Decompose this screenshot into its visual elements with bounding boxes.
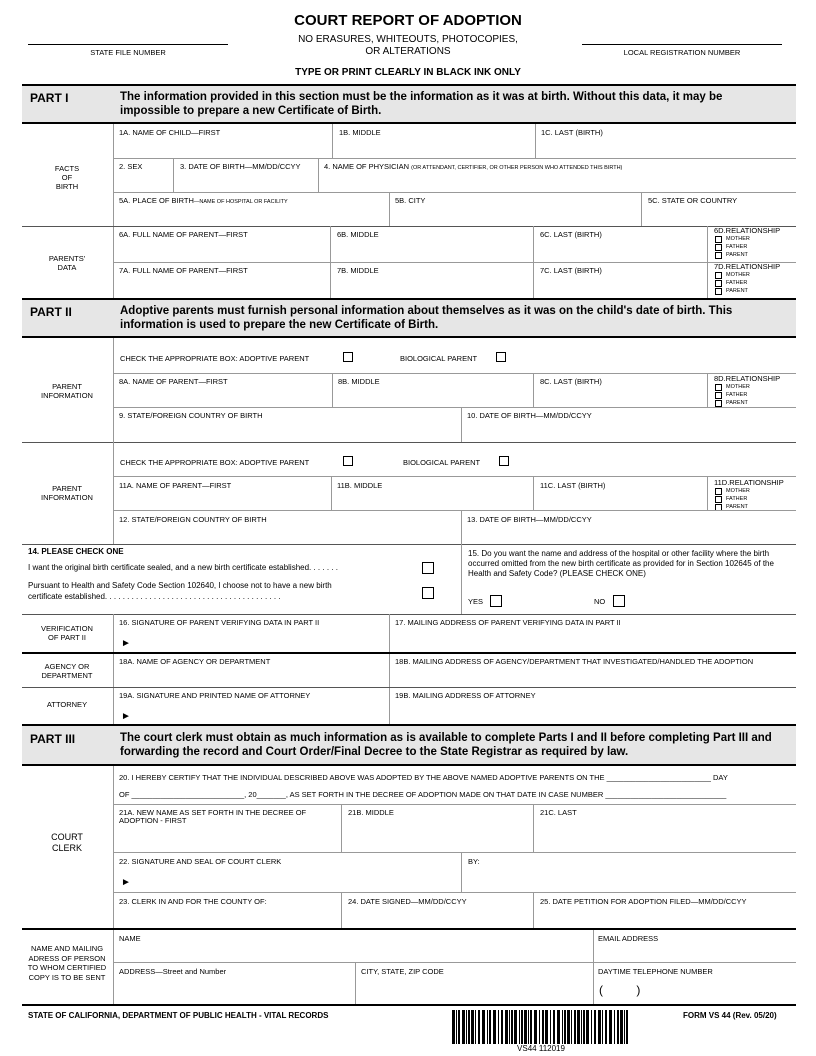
field-21a-new-first-name[interactable]: 21A. NEW NAME AS SET FORTH IN THE DECREE OF ADOPTION - FIRST [119, 808, 307, 825]
field-11a-parent-first[interactable]: 11A. NAME OF PARENT—FIRST [119, 481, 232, 490]
11d-father-checkbox[interactable] [715, 496, 722, 503]
field-6d-relationship: 6D.RELATIONSHIP MOTHER FATHER PARENT [714, 226, 781, 259]
barcode-bar [514, 1010, 517, 1044]
barcode-bar [519, 1010, 520, 1044]
mailing-city-field[interactable]: CITY, STATE, ZIP CODE [361, 967, 444, 976]
field-12-birth-country[interactable]: 12. STATE/FOREIGN COUNTRY OF BIRTH [119, 515, 267, 524]
field-11c-last[interactable]: 11C. LAST (BIRTH) [540, 481, 606, 490]
facts-of-birth-section: FACTS OF BIRTH [54, 164, 80, 191]
mailing-email-field[interactable]: EMAIL ADDRESS [598, 934, 659, 943]
field-15-no-label: NO [594, 597, 606, 606]
barcode-bar [524, 1010, 527, 1044]
form-subtitle-1: NO ERASURES, WHITEOUTS, PHOTOCOPIES, [298, 34, 518, 45]
barcode-bar [586, 1010, 589, 1044]
state-file-number-label: STATE FILE NUMBER [90, 48, 166, 57]
form-subtitle-2: OR ALTERATIONS [365, 46, 451, 57]
barcode-bar [452, 1010, 455, 1044]
field-4-physician[interactable]: 4. NAME OF PHYSICIAN (OR ATTENDANT, CERTIFIER, OR OTHER PERSON WHO ATTENDED THIS BIRTH) [324, 162, 623, 171]
agency-section: AGENCY OR DEPARTMENT [41, 662, 93, 680]
7d-father-checkbox[interactable] [715, 280, 722, 287]
barcode-bar [598, 1010, 601, 1044]
check-box-label-1: CHECK THE APPROPRIATE BOX: ADOPTIVE PARENT [120, 354, 310, 363]
barcode-bar [471, 1010, 474, 1044]
field-14-title: 14. PLEASE CHECK ONE [28, 547, 124, 556]
barcode-bar [501, 1010, 503, 1044]
field-1b-middle[interactable]: 1B. MIDDLE [339, 128, 381, 137]
barcode-bar [478, 1010, 480, 1044]
field-17-mailing-address[interactable]: 17. MAILING ADDRESS OF PARENT VERIFYING DATA IN PART II [395, 618, 621, 627]
barcode-bar [574, 1010, 576, 1044]
field-22-clerk-signature[interactable]: 22. SIGNATURE AND SEAL OF COURT CLERK [119, 857, 282, 866]
part1-message: The information provided in this section must be the information as it was at birth. Without this data, it may be impossible to prepare a new Certificate of Birth. [120, 91, 723, 117]
parent-information-section-2: PARENT INFORMATION [41, 484, 93, 502]
mailing-address-field[interactable]: ADDRESS—Street and Number [119, 967, 227, 976]
field-13-dob[interactable]: 13. DATE OF BIRTH—MM/DD/CCYY [467, 515, 592, 524]
8d-parent-checkbox[interactable] [715, 400, 722, 407]
biological-parent-checkbox-1[interactable] [496, 352, 506, 362]
field-14-option-2-line1: Pursuant to Health and Safety Code Section 102640, I choose not to have a new birth [28, 581, 332, 590]
barcode-bar [539, 1010, 540, 1044]
part2-message: Adoptive parents must furnish personal information about themselves as it was on the child's date of birth. This information is used to prepare the new Certificate of Birth. [120, 305, 733, 331]
field-21b-middle[interactable]: 21B. MIDDLE [348, 808, 394, 817]
6d-father-checkbox[interactable] [715, 244, 722, 251]
barcode-bar [462, 1010, 465, 1044]
7d-parent-checkbox[interactable] [715, 288, 722, 295]
6d-mother-checkbox[interactable] [715, 236, 722, 243]
field-24-date-signed[interactable]: 24. DATE SIGNED—MM/DD/CCYY [348, 897, 467, 906]
mailing-section: NAME AND MAILING ADRESS OF PERSON TO WHOM CERTIFIED COPY IS TO BE SENT [27, 944, 107, 982]
field-23-county[interactable]: 23. CLERK IN AND FOR THE COUNTY OF: [119, 897, 267, 906]
field-15-question: 15. Do you want the name and address of the hospital or other facility where the birth occurred omitted from the new birth certificate as provided for in Section 102645 of the Health and Safety Code? (PLEASE CHECK ONE) [468, 549, 774, 578]
barcode-bar [583, 1010, 585, 1044]
field-9-birth-country[interactable]: 9. STATE/FOREIGN COUNTRY OF BIRTH [119, 411, 263, 420]
barcode-bar [528, 1010, 529, 1044]
barcode-bar [602, 1010, 603, 1044]
barcode-bar [534, 1010, 537, 1044]
footer-agency: STATE OF CALIFORNIA, DEPARTMENT OF PUBLIC HEALTH - VITAL RECORDS [28, 1011, 329, 1020]
field-6c-last[interactable]: 6C. LAST (BIRTH) [540, 230, 602, 239]
part3-label: PART III [30, 732, 76, 746]
barcode-bar [521, 1010, 523, 1044]
field-14-option-2-checkbox[interactable] [422, 587, 434, 599]
part3-message: The court clerk must obtain as much information as is available to complete Parts I and II before completing Part III and forwarding the record and Court Order/Final Decree to the State Registrar as required by law. [120, 732, 772, 758]
field-8a-parent-first[interactable]: 8A. NAME OF PARENT—FIRST [119, 377, 228, 386]
barcode-bar [605, 1010, 607, 1044]
field-14-option-1-checkbox[interactable] [422, 562, 434, 574]
barcode [452, 1010, 630, 1044]
barcode-bar [626, 1010, 628, 1044]
biological-parent-label-2: BIOLOGICAL PARENT [403, 458, 481, 467]
local-reg-line[interactable] [582, 44, 782, 45]
barcode-bar [458, 1010, 460, 1044]
field-5a-place-of-birth[interactable]: 5A. PLACE OF BIRTH—NAME OF HOSPITAL OR FACILITY [119, 196, 288, 205]
court-clerk-section: COURT CLERK [51, 832, 83, 853]
field-15-yes-checkbox[interactable] [490, 595, 502, 607]
adoptive-parent-checkbox-2[interactable] [343, 456, 353, 466]
barcode-bar [577, 1010, 580, 1044]
field-1c-last[interactable]: 1C. LAST (BIRTH) [541, 128, 603, 137]
barcode-bar [493, 1010, 496, 1044]
barcode-bar [542, 1010, 544, 1044]
field-10-dob[interactable]: 10. DATE OF BIRTH—MM/DD/CCYY [467, 411, 592, 420]
barcode-bar [581, 1010, 582, 1044]
field-11d-relationship: 11D.RELATIONSHIP MOTHER FATHER PARENT [714, 478, 784, 511]
8d-father-checkbox[interactable] [715, 392, 722, 399]
barcode-text: VS44 112019 [517, 1044, 565, 1053]
barcode-bar [614, 1010, 615, 1044]
biological-parent-checkbox-2[interactable] [499, 456, 509, 466]
barcode-bar [553, 1010, 555, 1044]
barcode-bar [567, 1010, 570, 1044]
barcode-bar [571, 1010, 572, 1044]
phone-area-code-parens: ( ) [599, 983, 641, 997]
field-6b-middle[interactable]: 6B. MIDDLE [337, 230, 379, 239]
field-18a-agency-name[interactable]: 18A. NAME OF AGENCY OR DEPARTMENT [119, 657, 271, 666]
barcode-bar [594, 1010, 596, 1044]
barcode-bar [489, 1010, 491, 1044]
field-7a-parent-first[interactable]: 7A. FULL NAME OF PARENT—FIRST [119, 266, 248, 275]
barcode-bar [617, 1010, 619, 1044]
barcode-bar [557, 1010, 560, 1044]
field-16-signature[interactable]: 16. SIGNATURE OF PARENT VERIFYING DATA IN PART II [119, 618, 320, 627]
barcode-bar [509, 1010, 510, 1044]
signature-arrow-16: ► [121, 638, 131, 649]
field-7c-last[interactable]: 7C. LAST (BIRTH) [540, 266, 602, 275]
field-14-option-2-line2: certificate established. . . . . . . . . . . . . . . . . . . . . . . . . . . . . . . . . . . . . . . . [28, 592, 281, 601]
barcode-bar [475, 1010, 476, 1044]
8d-mother-checkbox[interactable] [715, 384, 722, 391]
field-2-sex[interactable]: 2. SEX [119, 162, 143, 171]
field-15-no-checkbox[interactable] [613, 595, 625, 607]
barcode-bar [468, 1010, 470, 1044]
field-3-dob[interactable]: 3. DATE OF BIRTH—MM/DD/CCYY [180, 162, 301, 171]
mailing-phone-field[interactable]: DAYTIME TELEPHONE NUMBER [598, 967, 713, 976]
field-20-certification-line1: 20. I HEREBY CERTIFY THAT THE INDIVIDUAL DESCRIBED ABOVE WAS ADOPTED BY THE ABOVE NAMED ADOPTIVE PARENTS ON THE _________________________ DAY [119, 773, 728, 782]
field-by[interactable]: BY: [468, 857, 480, 866]
biological-parent-label-1: BIOLOGICAL PARENT [400, 354, 478, 363]
check-box-label-2: CHECK THE APPROPRIATE BOX: ADOPTIVE PARENT [120, 458, 310, 467]
field-8b-middle[interactable]: 8B. MIDDLE [338, 377, 380, 386]
6d-parent-checkbox[interactable] [715, 252, 722, 259]
form-title: COURT REPORT OF ADOPTION [294, 12, 522, 29]
field-8c-last[interactable]: 8C. LAST (BIRTH) [540, 377, 602, 386]
barcode-bar [456, 1010, 457, 1044]
signature-arrow-19: ► [121, 711, 131, 722]
local-registration-number-label: LOCAL REGISTRATION NUMBER [623, 48, 741, 57]
field-7d-relationship: 7D.RELATIONSHIP MOTHER FATHER PARENT [714, 262, 781, 295]
signature-arrow-22: ► [121, 877, 131, 888]
barcode-bar [562, 1010, 563, 1044]
field-19a-attorney-signature[interactable]: 19A. SIGNATURE AND PRINTED NAME OF ATTORNEY [119, 691, 311, 700]
barcode-bar [466, 1010, 467, 1044]
barcode-bar [498, 1010, 499, 1044]
barcode-bar [482, 1010, 485, 1044]
field-11b-middle[interactable]: 11B. MIDDLE [337, 481, 383, 490]
parent-information-section-1: PARENT INFORMATION [41, 382, 93, 400]
barcode-bar [624, 1010, 625, 1044]
verification-section: VERIFICATION OF PART II [41, 624, 93, 642]
attorney-section: ATTORNEY [46, 700, 88, 709]
field-15-yes-label: YES [468, 597, 484, 606]
field-6a-parent-first[interactable]: 6A. FULL NAME OF PARENT—FIRST [119, 230, 248, 239]
state-file-line[interactable] [28, 44, 228, 45]
ink-instruction: TYPE OR PRINT CLEARLY IN BLACK INK ONLY [295, 67, 521, 78]
field-20-certification-line2: OF ___________________________, 20_______, AS SET FORTH IN THE DECREE OF ADOPTION MADE ON THAT DATE IN CASE NUMBER _____________________________ [119, 790, 727, 799]
field-1a-child-first[interactable]: 1A. NAME OF CHILD—FIRST [119, 128, 221, 137]
mailing-name-field[interactable]: NAME [119, 934, 141, 943]
barcode-bar [591, 1010, 592, 1044]
parents-data-section: PARENTS' DATA [48, 254, 86, 272]
part2-label: PART II [30, 305, 72, 319]
field-5b-city[interactable]: 5B. CITY [395, 196, 426, 205]
barcode-bar [620, 1010, 623, 1044]
part1-label: PART I [30, 91, 69, 105]
11d-mother-checkbox[interactable] [715, 488, 722, 495]
field-19b-attorney-address[interactable]: 19B. MAILING ADDRESS OF ATTORNEY [395, 691, 536, 700]
field-8d-relationship: 8D.RELATIONSHIP MOTHER FATHER PARENT [714, 374, 781, 407]
barcode-bar [487, 1010, 488, 1044]
barcode-bar [550, 1010, 551, 1044]
barcode-bar [609, 1010, 612, 1044]
field-21c-last[interactable]: 21C. LAST [540, 808, 577, 817]
field-25-petition-date[interactable]: 25. DATE PETITION FOR ADOPTION FILED—MM/DD/CCYY [540, 897, 747, 906]
adoptive-parent-checkbox-1[interactable] [343, 352, 353, 362]
barcode-bar [511, 1010, 513, 1044]
7d-mother-checkbox[interactable] [715, 272, 722, 279]
barcode-bar [564, 1010, 566, 1044]
footer-form-number: FORM VS 44 (Rev. 05/20) [683, 1011, 777, 1020]
barcode-bar [505, 1010, 508, 1044]
field-14-option-1: I want the original birth certificate sealed, and a new birth certificate established. . . . . . . [28, 563, 338, 572]
barcode-bar [545, 1010, 548, 1044]
field-18b-agency-address[interactable]: 18B. MAILING ADDRESS OF AGENCY/DEPARTMENT THAT INVESTIGATED/HANDLED THE ADOPTION [395, 657, 754, 666]
field-7b-middle[interactable]: 7B. MIDDLE [337, 266, 379, 275]
field-5c-state[interactable]: 5C. STATE OR COUNTRY [648, 196, 738, 205]
barcode-bar [530, 1010, 532, 1044]
